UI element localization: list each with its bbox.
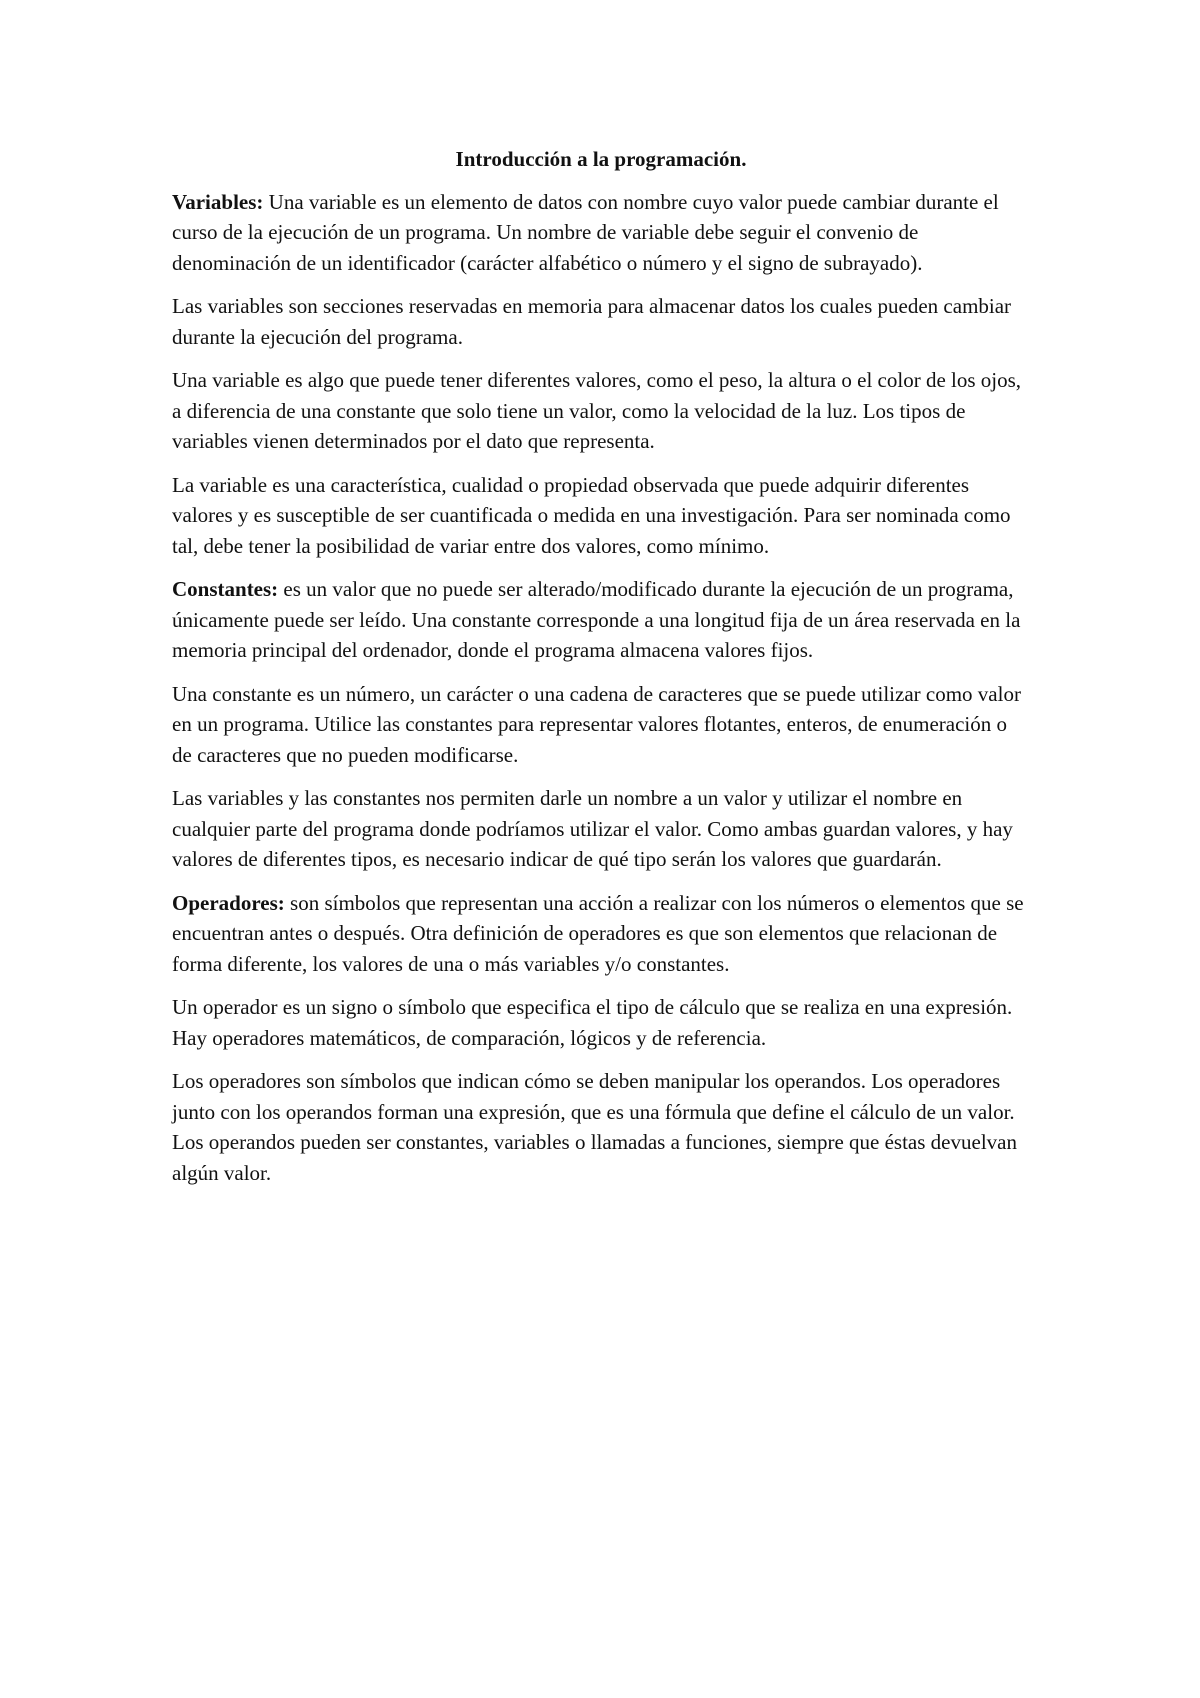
paragraph-text: La variable es una característica, cualidad o propiedad observada que puede adquirir diferentes valores y es susceptible de ser cuantificada o medida en una investigación. Para ser nominada como tal, debe tener la posibilidad de variar entre dos valores, como mínimo. — [172, 472, 1011, 558]
paragraph-operators-operands — [172, 1066, 1030, 1188]
document-page — [172, 130, 1030, 1201]
paragraph-variables-definition — [172, 187, 1030, 279]
paragraph-constants-types — [172, 679, 1030, 771]
paragraph-variables-characteristic — [172, 470, 1030, 562]
term-operadores: Operadores: — [172, 890, 285, 915]
paragraph-operators-kinds — [172, 992, 1030, 1053]
paragraph-operators-definition — [172, 888, 1030, 980]
paragraph-variables-and-constants — [172, 783, 1030, 875]
paragraph-text: son símbolos que representan una acción a realizar con los números o elementos que se encuentran antes o después. Otra definición de operadores es que son elementos que relacionan de forma diferente, los valores de una o más variables y/o constantes. — [172, 890, 1024, 976]
paragraph-text: Los operadores son símbolos que indican cómo se deben manipular los operandos. Los operadores junto con los operandos forman una expresión, que es una fórmula que define el cálculo de un valor. Los operandos pueden ser constantes, variables o llamadas a funciones, siempre que éstas devuelvan algún valor. — [172, 1069, 1017, 1185]
paragraph-variables-example — [172, 365, 1030, 457]
term-constantes: Constantes: — [172, 577, 279, 601]
paragraph-text: es un valor que no puede ser alterado/modificado durante la ejecución de un programa, únicamente puede ser leído. Una constante corresponde a una longitud fija de un área reservada en la memoria principal del ordenador, donde el programa almacena valores fijos. — [172, 577, 1021, 662]
term-variables: Variables: — [172, 189, 264, 214]
paragraph-constants-definition — [172, 574, 1030, 666]
paragraph-text: Una variable es un elemento de datos con nombre cuyo valor puede cambiar durante el curso de la ejecución de un programa. Un nombre de variable debe seguir el convenio de denominación de un identificador (carácter alfabético o número y el signo de subrayado). — [172, 189, 999, 275]
document-title: Introducción a la programación. — [455, 147, 747, 171]
paragraph-text: Un operador es un signo o símbolo que especifica el tipo de cálculo que se realiza en una expresión. Hay operadores matemáticos, de comparación, lógicos y de referencia. — [172, 995, 1013, 1050]
paragraph-variables-memory — [172, 291, 1030, 352]
paragraph-text: Las variables y las constantes nos permiten darle un nombre a un valor y utilizar el nombre en cualquier parte del programa donde podríamos utilizar el valor. Como ambas guardan valores, y hay valores de diferentes tipos, es necesario indicar de qué tipo serán los valores que guardarán. — [172, 786, 1013, 871]
paragraph-text: Las variables son secciones reservadas en memoria para almacenar datos los cuales pueden cambiar durante la ejecución del programa. — [172, 294, 1012, 349]
paragraph-text: Una variable es algo que puede tener diferentes valores, como el peso, la altura o el color de los ojos, a diferencia de una constante que solo tiene un valor, como la velocidad de la luz. Los tipos de variables vienen determinados por el dato que representa. — [172, 368, 1022, 453]
paragraph-text: Una constante es un número, un carácter o una cadena de caracteres que se puede utilizar como valor en un programa. Utilice las constantes para representar valores flotantes, enteros, de enumeración o de caracteres que no pueden modificarse. — [172, 681, 1021, 767]
